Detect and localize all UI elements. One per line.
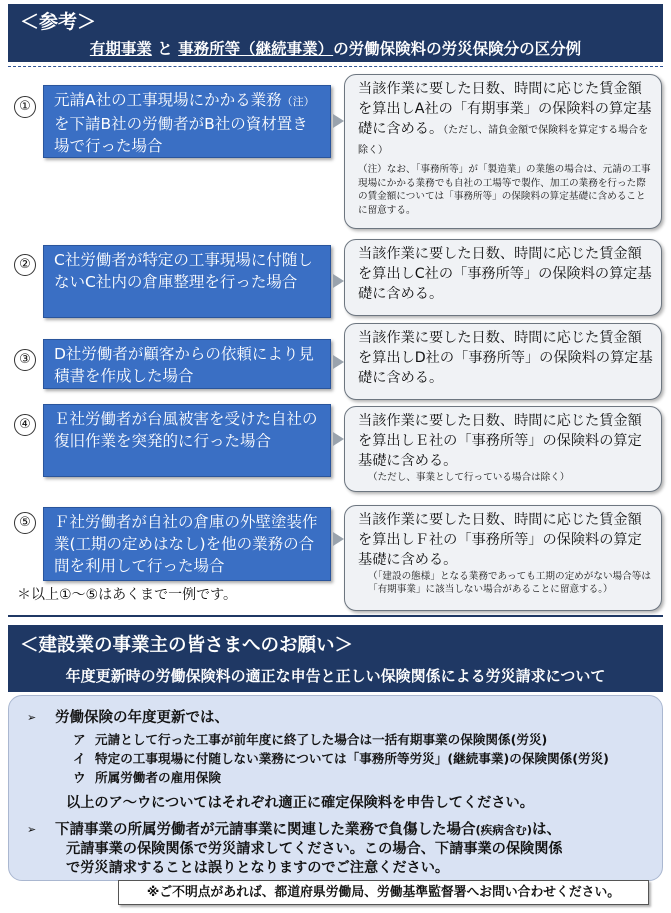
request-subtitle: 年度更新時の労働保険料の適正な申告と正しい保険関係による労災請求について xyxy=(65,667,606,685)
examples-footnote: ＊以上①～⑤はあくまで一例です。 xyxy=(17,587,237,603)
case-number-1: ① xyxy=(14,96,36,118)
case-box-5: Ｆ社労働者が自社の倉庫の外壁塗装作業(工期の定めはなし)を他の業務の合間を利用して行った場合 xyxy=(43,507,331,581)
request-bullet-2-line3: で労災請求することは誤りとなりますのでご注意ください。 xyxy=(66,860,450,876)
request-panel xyxy=(8,695,663,881)
case-number-2: ② xyxy=(14,254,36,276)
request-item-i: イ 特定の工事現場に付随しない業務については「事務所等労災」(継続事業)の保険関係(労災) xyxy=(73,751,609,766)
result-note-4: （ただし、事業として行っている場合は除く） xyxy=(368,472,570,483)
arrow-2 xyxy=(333,274,344,288)
case-number-4: ④ xyxy=(14,414,36,436)
result-box-5: 当該作業に要した日数、時間に応じた賃金額を算出しＦ社の「事務所等」の保険料の算定基礎に含める。 （「建設の態様」となる業務であっても工期の定めがない場合等は「有期事業」に該当しない場合があることに留意する。） xyxy=(344,505,662,611)
reference-label: ＜参考＞ xyxy=(20,11,97,33)
result-box-2: 当該作業に要した日数、時間に応じた賃金額を算出しC社の「事務所等」の保険料の算定基礎に含める。 xyxy=(344,239,662,316)
request-summary: 以上のア～ウについてはそれぞれ適正に確定保険料を申告してください。 xyxy=(66,795,534,811)
request-bullet-1: ➢ 労働保険の年度更新では、 xyxy=(27,710,229,726)
reference-header xyxy=(8,4,663,62)
bullet-arrow-icon: ➢ xyxy=(27,711,37,724)
case-number-3: ③ xyxy=(14,349,36,371)
arrow-1 xyxy=(333,114,344,128)
result-box-4: 当該作業に要した日数、時間に応じた賃金額を算出しＥ社の「事務所等」の保険料の算定基礎に含める。 （ただし、事業として行っている場合は除く） xyxy=(344,406,662,492)
request-label: ＜建設業の事業主の皆さまへのお願い＞ xyxy=(20,635,354,656)
result-note-5: （「建設の態様」となる業務であっても工期の定めがない場合等は「有期事業」に該当しない場合があることに留意する。） xyxy=(368,571,651,595)
case-box-2: C社労働者が特定の工事現場に付随しないC社内の倉庫整理を行った場合 xyxy=(43,245,331,318)
result-box-3: 当該作業に要した日数、時間に応じた賃金額を算出しD社の「事務所等」の保険料の算定基礎に含める。 xyxy=(344,323,662,400)
reference-title: 有期事業 と 事務所等（継続事業）の労働保険料の労災保険分の区分例 xyxy=(89,40,582,58)
divider-bottom xyxy=(8,615,663,617)
divider-top xyxy=(8,66,663,67)
case-box-1: 元請A社の工事現場にかかる業務（注）を下請B社の労働者がB社の資材置き場で行った場合 xyxy=(43,85,331,158)
request-bullet-2-line2: 元請事業の保険関係で労災請求してください。この場合、下請事業の保険関係 xyxy=(66,841,563,857)
case-number-5: ⑤ xyxy=(14,512,36,534)
case-box-3: D社労働者が顧客からの依頼により見積書を作成した場合 xyxy=(43,339,331,389)
contact-notice: ※ご不明点があれば、都道府県労働局、労働基準監督署へお問い合わせください。 xyxy=(118,880,649,905)
request-header xyxy=(8,625,663,692)
request-bullet-2: ➢ 下請事業の所属労働者が元請事業に関連した業務で負傷した場合(疾病含む)は、 xyxy=(27,822,562,838)
arrow-3 xyxy=(333,355,344,369)
result-box-1: 当該作業に要した日数、時間に応じた賃金額を算出しA社の「有期事業」の保険料の算定基礎に含める。（ただし、請負金額で保険料を算定する場合を除く） （注）なお、「事務所等」が「製造業」の業態の場合は、元請の工事現場にかかる業務でも自社の工場等で製作、加工の業務を行った際の賃金額については「事務所等」の保険料の算定基礎に含めることに留意する。 xyxy=(344,74,662,229)
arrow-5 xyxy=(333,532,344,546)
case-box-4: Ｅ社労働者が台風被害を受けた自社の復旧作業を突発的に行った場合 xyxy=(43,404,331,477)
result-note-1: （注）なお、「事務所等」が「製造業」の業態の場合は、元請の工事現場にかかる業務でも自社の工場等で製作、加工の業務を行った際の賃金額については「事務所等」の保険料の算定基礎に含めることに留意する。 xyxy=(358,164,651,216)
request-item-u: ウ 所属労働者の雇用保険 xyxy=(73,770,221,785)
arrow-4 xyxy=(333,432,344,446)
request-item-a: ア 元請として行った工事が前年度に終了した場合は一括有期事業の保険関係(労災) xyxy=(73,732,548,747)
bullet-arrow-icon: ➢ xyxy=(27,823,37,836)
